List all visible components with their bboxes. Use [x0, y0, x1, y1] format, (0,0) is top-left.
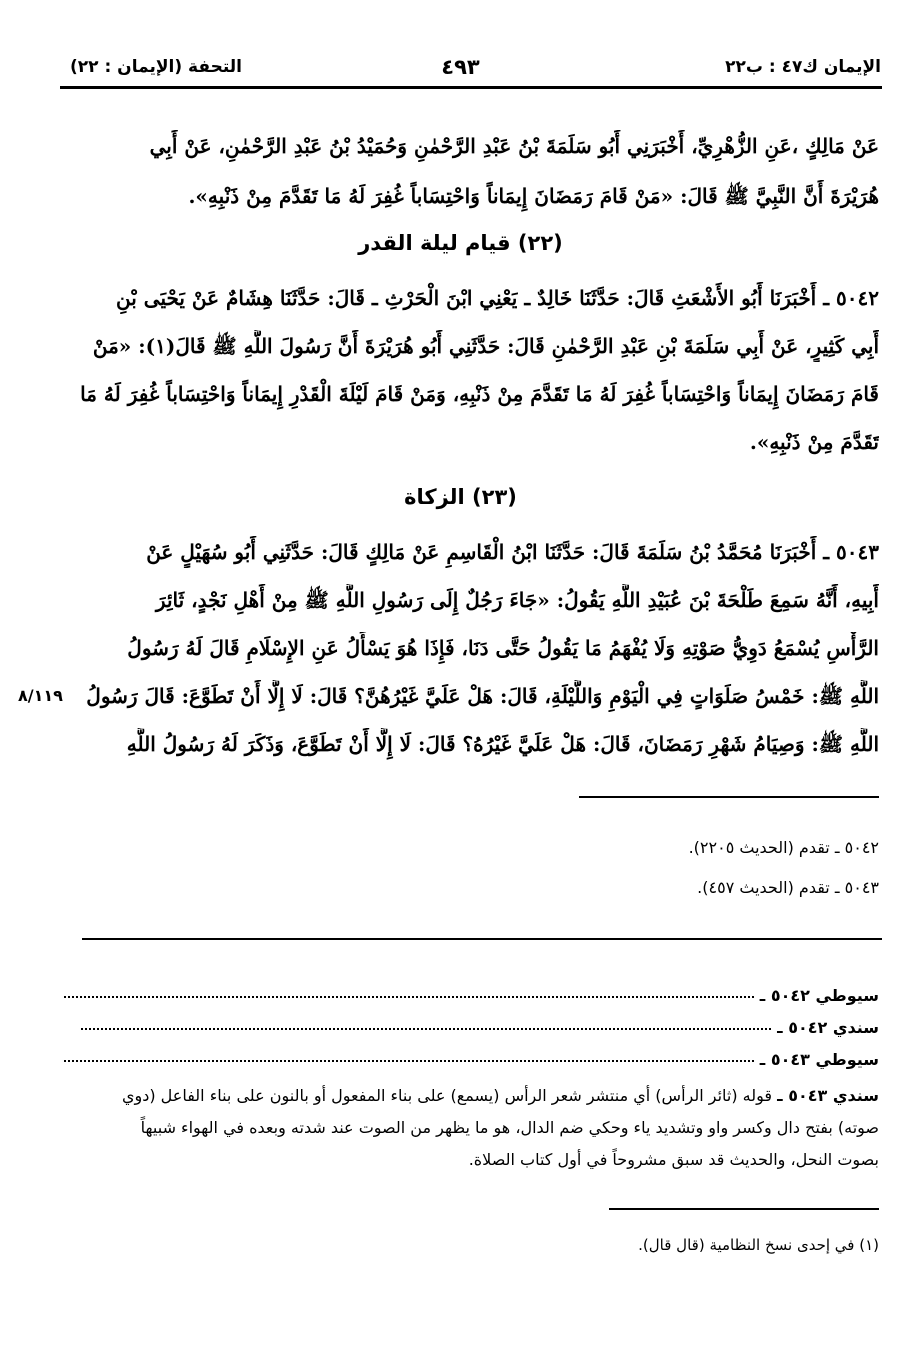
hadith-5043-line: أَبِيهِ، أَنَّهُ سَمِعَ طَلْحَةَ بْنَ عُبَيْدِ اللَّهِ يَقُولُ: «جَاءَ رَجُلٌ إِلَى رَسُولِ اللَّهِ ﷺ مِنْ أَهْلِ نَجْدٍ، ثَائِرَ — [155, 588, 879, 612]
hadith-5042-line: ٥٠٤٢ ـ أَخْبَرَنَا أَبُو الأَشْعَثِ قَالَ: حَدَّثَنَا خَالِدٌ ـ يَعْنِي ابْنَ الْحَرْثِ ـ قَالَ: حَدَّثَنَا هِشَامٌ عَنْ يَحْيَى بْنِ — [116, 286, 879, 310]
running-header-tuhfa: التحفة (الإيمان : ٢٢) — [70, 57, 242, 77]
hadith-5043-line: الرَّأْسِ يُسْمَعُ دَوِيُّ صَوْتِهِ وَلَا يُفْهَمُ مَا يَقُولُ حَتَّى دَنَا، فَإِذَا هُوَ يَسْأَلُ عَنِ الإِسْلَامِ قَالَ لَهُ رَسُولُ — [127, 636, 879, 660]
hadith-5042-line: قَامَ رَمَضَانَ إِيمَاناً وَاحْتِسَاباً غُفِرَ لَهُ مَا تَقَدَّمَ مِنْ ذَنْبِهِ، وَمَنْ قَامَ لَيْلَةَ الْقَدْرِ إِيمَاناً وَاحْتِسَاباً غُفِرَ لَهُ مَا — [80, 382, 879, 406]
hadith-5042-line: تَقَدَّمَ مِنْ ذَنْبِهِ». — [749, 430, 879, 454]
footnote: (١) في إحدى نسخ النظامية (قال قال). — [638, 1236, 879, 1254]
takhrij-note: ٥٠٤٣ ـ تقدم (الحديث ٤٥٧). — [697, 878, 879, 897]
margin-reference: ٨/١١٩ — [18, 686, 63, 705]
hadith-5043-line: ٥٠٤٣ ـ أَخْبَرَنَا مُحَمَّدُ بْنُ سَلَمَةَ قَالَ: حَدَّثَنَا ابْنُ الْقَاسِمِ عَنْ مَالِكٍ قَالَ: حَدَّثَنِي أَبُو سُهَيْلٍ عَنْ — [146, 540, 879, 564]
commentary-label: سندي ٥٠٤٢ ـ — [777, 1018, 879, 1037]
dotted-leader — [64, 996, 754, 998]
dotted-leader — [81, 1028, 771, 1030]
commentary-text-line: بصوت النحل، والحديث قد سبق مشروحاً في أول كتاب الصلاة. — [468, 1150, 879, 1169]
dotted-leader — [64, 1060, 754, 1062]
commentary-sindi-5043 — [41, 1082, 879, 1110]
footnote-rule — [609, 1208, 879, 1210]
running-header-chapter: الإيمان ك٤٧ : ب٢٢ — [725, 57, 881, 77]
page-number: ٤٩٣ — [441, 55, 480, 79]
header-rule — [60, 86, 882, 89]
commentary-rule — [82, 938, 882, 940]
hadith-text-line: هُرَيْرَةَ أَنَّ النَّبِيَّ ﷺ قَالَ: «مَنْ قَامَ رَمَضَانَ إِيمَاناً وَاحْتِسَاباً غُفِرَ لَهُ مَا تَقَدَّمَ مِنْ ذَنْبِهِ». — [188, 184, 879, 208]
commentary-text: قوله (ثائر الرأس) أي منتشر شعر الرأس (يسمع) على بناء المفعول أو بالنون على بناء الفاعل (دوي — [121, 1086, 773, 1105]
chapter-heading-22: (٢٢) قيام ليلة القدر — [358, 231, 563, 255]
commentary-suyuti-5043 — [41, 1046, 879, 1074]
commentary-sindi-5042 — [41, 1014, 879, 1042]
commentary-suyuti-5042 — [41, 982, 879, 1010]
commentary-label: سيوطي ٥٠٤٣ ـ — [759, 1050, 879, 1069]
chapter-heading-23: (٢٣) الزكاة — [404, 485, 517, 509]
hadith-5042-line: أَبِي كَثِيرٍ، عَنْ أَبِي سَلَمَةَ بْنِ عَبْدِ الرَّحْمٰنِ قَالَ: حَدَّثَنِي أَبُو هُرَيْرَةَ أَنَّ رَسُولَ اللَّهِ ﷺ قَالَ(١): «مَنْ — [92, 334, 879, 358]
hadith-text-line: عَنْ مَالِكٍ ،عَنِ الزُّهْرِيِّ، أَخْبَرَنِي أَبُو سَلَمَةَ بْنُ عَبْدِ الرَّحْمٰنِ وَحُمَيْدُ بْنُ عَبْدِ الرَّحْمٰنِ، عَنْ أَبِي — [149, 134, 879, 158]
hadith-5043-line: اللَّهِ ﷺ: وَصِيَامُ شَهْرِ رَمَضَانَ، قَالَ: هَلْ عَلَيَّ غَيْرُهُ؟ قَالَ: لَا إِلَّا أَنْ تَطَوَّعَ، وَذَكَرَ لَهُ رَسُولُ اللَّهِ — [126, 732, 879, 756]
commentary-label: سندي ٥٠٤٣ ـ — [777, 1086, 879, 1105]
commentary-text-line: صوته) بفتح دال وكسر واو وتشديد ياء وحكي ضم الدال، هو ما يظهر من الصوت عند شدته وبعده في الهواء شبيهاً — [140, 1118, 879, 1137]
takhrij-note: ٥٠٤٢ ـ تقدم (الحديث ٢٢٠٥). — [688, 838, 879, 857]
commentary-label: سيوطي ٥٠٤٢ ـ — [759, 986, 879, 1005]
hadith-5043-line: اللَّهِ ﷺ: خَمْسُ صَلَوَاتٍ فِي الْيَوْمِ وَاللَّيْلَةِ، قَالَ: هَلْ عَلَيَّ غَيْرُهُنَّ؟ قَالَ: لَا إِلَّا أَنْ تَطَوَّعَ: قَالَ رَسُولُ — [86, 684, 879, 708]
takhrij-rule — [579, 796, 879, 798]
